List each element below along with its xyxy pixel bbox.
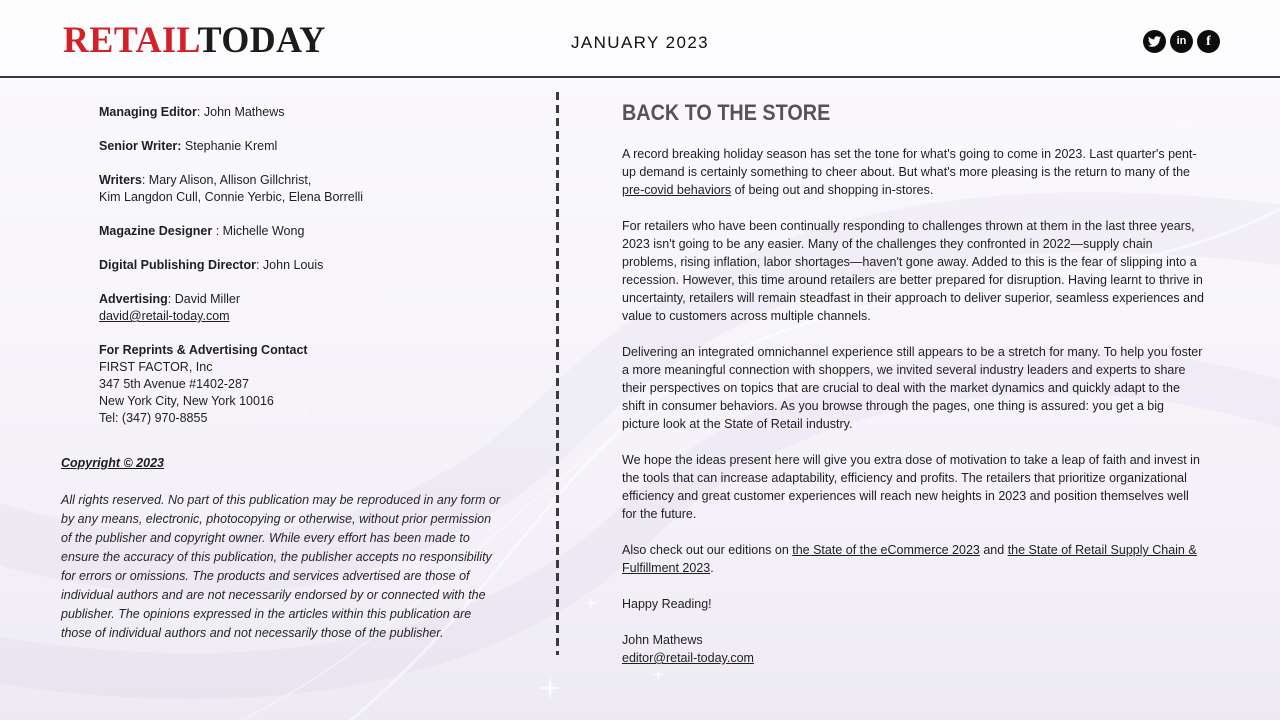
contact-address-line2: New York City, New York 10016 <box>99 394 274 408</box>
closing-line: Happy Reading! <box>622 597 712 611</box>
editorial-paragraph-4: We hope the ideas present here will give you extra dose of motivation to take a leap of faith and invest in the tools that can increase adaptability, efficiency and profits. The retailers that prioritize organizational efficiency and great customer experiences will reach new heights in 2023 and position themselves well for the future. <box>622 453 1200 521</box>
masthead-value: : Mary Alison, Allison Gillchrist, <box>141 173 312 187</box>
paragraph-text: . <box>710 561 714 575</box>
contact-address-line1: 347 5th Avenue #1402-287 <box>99 377 249 391</box>
logo-today-text: TODAY <box>197 20 326 61</box>
masthead-value: : John Mathews <box>196 105 285 119</box>
advertising-email-link[interactable]: david@retail-today.com <box>99 309 230 323</box>
state-of-ecommerce-link[interactable]: the State of the eCommerce 2023 <box>792 543 980 557</box>
editorial-column <box>622 100 1204 667</box>
logo-retail-text: RETAIL <box>63 20 198 61</box>
contact-phone: Tel: (347) 970-8855 <box>99 411 208 425</box>
issue-date: JANUARY 2023 <box>570 33 710 52</box>
editorial-paragraph-1 <box>622 145 1204 199</box>
signature-block <box>622 631 1204 667</box>
editorial-paragraph-2: For retailers who have been continually responding to challenges thrown at them in the last three years, 2023 isn't going to be any easier. Many of the challenges they confronted in 2022—supply chain problems, rising inflation, labor shortages—haven't gone away. Added to this is the fear of slipping into a recession. However, this time around retailers are better prepared for disruption. Having learnt to thrive in uncertainty, retailers will remain steadfast in their approach to deliver superior, seamless experiences and value to customers across multiple channels. <box>622 219 1205 323</box>
masthead-entry-managing-editor <box>99 104 501 121</box>
masthead-label: Managing Editor <box>99 105 197 119</box>
copyright-notice: Copyright © 2023 <box>61 456 164 470</box>
masthead-value: Stephanie Kreml <box>181 139 278 153</box>
paragraph-text: and <box>979 543 1008 557</box>
state-of-retail-supply-chain-link[interactable]: the State of Retail Supply Chain & Fulfillment 2023 <box>622 543 1197 575</box>
masthead-entry-magazine-designer <box>99 223 501 240</box>
masthead-entry-reprints-contact <box>99 342 501 427</box>
facebook-icon: f <box>1206 34 1211 49</box>
social-links <box>1143 30 1220 53</box>
linkedin-icon: in <box>1176 35 1187 47</box>
editorial-paragraph-3: Delivering an integrated omnichannel experience still appears to be a stretch for many. To help you foster a more meaningful connection with shoppers, we invited several industry leaders and experts to share their perspectives on topics that are crucial to deal with the market dynamics and quickly adapt to the shift in consumer behaviors. As you browse through the pages, one thing is assured: you get a big picture look at the State of Retail industry. <box>622 345 1203 431</box>
masthead-label: Senior Writer: <box>99 139 182 153</box>
masthead-entry-advertising <box>99 291 501 325</box>
masthead-entries <box>99 104 501 427</box>
masthead-label: Digital Publishing Director <box>99 258 256 272</box>
contact-company: FIRST FACTOR, Inc <box>99 360 213 374</box>
paragraph-text: Also check out our editions on <box>622 543 793 557</box>
facebook-link[interactable] <box>1197 30 1220 53</box>
header <box>0 0 1280 78</box>
masthead-entry-digital-publishing-director <box>99 257 501 274</box>
masthead-value: : John Louis <box>255 258 324 272</box>
linkedin-link[interactable] <box>1170 30 1193 53</box>
masthead-value-line2: Kim Langdon Cull, Connie Yerbic, Elena Borrelli <box>99 190 364 204</box>
editor-email-link[interactable]: editor@retail-today.com <box>622 651 754 665</box>
signature-name: John Mathews <box>622 633 703 647</box>
page-content <box>0 78 1280 720</box>
paragraph-text: A record breaking holiday season has set the tone for what's going to come in 2023. Last quarter's pent-up demand is certainly something to cheer about. But what's more pleasing is the return to many of the <box>622 147 1197 179</box>
masthead-entry-writers <box>99 172 501 206</box>
masthead-label: Magazine Designer <box>99 224 213 238</box>
pre-covid-behaviors-link[interactable]: pre-covid behaviors <box>622 183 732 197</box>
column-divider <box>556 92 559 655</box>
masthead-label: For Reprints & Advertising Contact <box>99 343 308 357</box>
twitter-icon <box>1143 30 1166 53</box>
twitter-link[interactable] <box>1143 30 1166 53</box>
masthead-value: : David Miller <box>167 292 241 306</box>
masthead-entry-senior-writer <box>99 138 501 155</box>
paragraph-text: of being out and shopping in-stores. <box>731 183 934 197</box>
masthead-label: Advertising <box>99 292 168 306</box>
masthead-label: Writers <box>99 173 142 187</box>
article-title: BACK TO THE STORE <box>622 100 831 125</box>
editorial-paragraph-5 <box>622 541 1204 577</box>
masthead-value: : Michelle Wong <box>212 224 305 238</box>
legal-disclaimer: All rights reserved. No part of this publication may be reproduced in any form or by any means, electronic, photocopying or otherwise, without prior permission of the publisher and copyright owner. While every effort has been made to ensure the accuracy of this publication, the publisher accepts no responsibility for errors or omissions. The products and services advertised are those of individual authors and are not necessarily endorsed by or connected with the publisher. The opinions expressed in the articles within this publication are those of individual authors and not necessarily those of the publisher. <box>61 493 501 640</box>
masthead-column <box>61 104 501 643</box>
